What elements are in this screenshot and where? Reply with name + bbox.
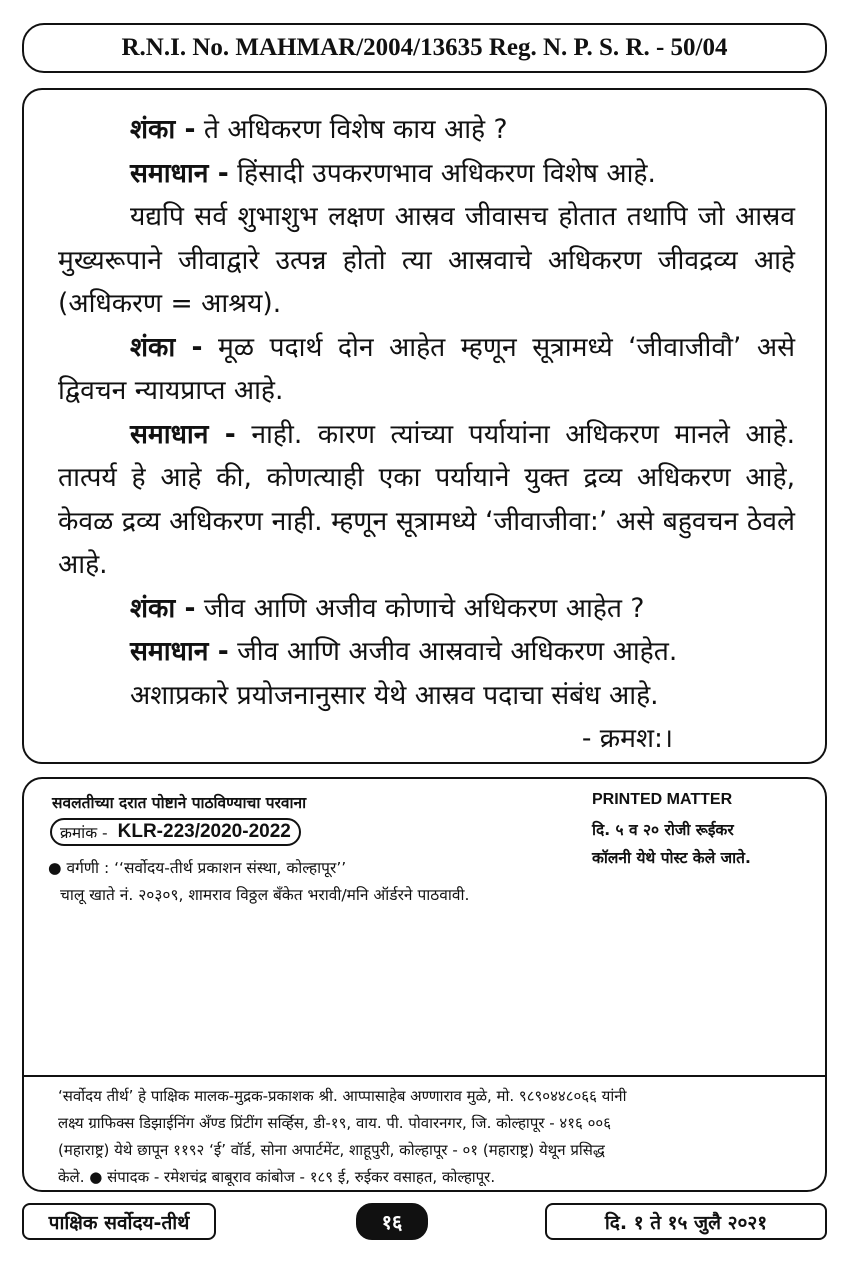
question-label: शंका - xyxy=(130,592,196,624)
page-number-badge xyxy=(356,1203,428,1240)
question-text: मूळ पदार्थ दोन आहेत म्हणून सूत्रामध्ये ‘जीवाजीवौ’ असे द्विवचन न्यायप्राप्त आहे. xyxy=(58,331,795,406)
closing-line: अशाप्रकारे प्रयोजनानुसार येथे आस्रव पदाचा संबंध आहे. xyxy=(130,679,659,711)
continued-mark: - क्रमश:। xyxy=(581,723,673,754)
answer-text: जीव आणि अजीव आस्रवाचे अधिकरण आहेत. xyxy=(228,636,678,667)
postal-box xyxy=(22,777,827,1075)
rni-text: R.N.I. No. MAHMAR/2004/13635 Reg. N. P. S. R. - 50/04 xyxy=(121,34,728,61)
posting-info-line-2: कॉलनी येथे पोस्ट केले जाते. xyxy=(592,849,751,867)
question-text: जीव आणि अजीव कोणाचे अधिकरण आहेत ? xyxy=(195,592,645,624)
question-text: ते अधिकरण विशेष काय आहे ? xyxy=(195,114,508,145)
answer-label: समाधान - xyxy=(130,157,229,189)
paragraph-1: यद्यपि सर्व शुभाशुभ लक्षण आस्रव जीवासच होतात तथापि जो आस्रव मुख्यरूपाने जीवाद्वारे उत्पन्न होतो त्या आस्रवाचे अधिकरण जीवद्रव्य आहे (अधिकरण = आश्रय). xyxy=(58,201,795,319)
publisher-line-1: ‘सर्वोदय तीर्थ’ हे पाक्षिक मालक-मुद्रक-प्रकाशक श्री. आप्पासाहेब अण्णाराव मुळे, मो. ९८९०४४८०६६ यांनी xyxy=(58,1087,627,1105)
subscription-line: ● वर्गणी : ‘‘सर्वोदय-तीर्थ प्रकाशन संस्था, कोल्हापूर’’ xyxy=(48,859,347,877)
question-3 xyxy=(58,587,795,631)
license-number: KLR-223/2020-2022 xyxy=(117,821,291,842)
account-line: चालू खाते नं. २०३०९, शामराव विठ्ठल बँकेत भरावी/मनि ऑर्डरने पाठवावी. xyxy=(60,886,470,904)
license-label: क्रमांक - xyxy=(60,824,108,842)
answer-label: समाधान - xyxy=(130,636,229,667)
publication-name-text: पाक्षिक सर्वोदय-तीर्थ xyxy=(48,1211,190,1234)
publisher-info xyxy=(58,1083,798,1191)
answer-2 xyxy=(58,413,795,587)
question-1 xyxy=(58,108,795,152)
posting-info-line-1: दि. ५ व २० रोजी रूईकर xyxy=(592,821,734,839)
license-title: सवलतीच्या दरात पोष्टाने पाठविण्याचा परवाना xyxy=(52,794,307,812)
publisher-line-2: लक्ष्य ग्राफिक्स डिझाईनिंग अँण्ड प्रिंटींग सर्व्हिस, डी-१९, वाय. पी. पोवारनगर, जि. कोल्हापूर - ४१६ ००६ xyxy=(58,1114,611,1132)
printed-matter-label: PRINTED MATTER xyxy=(592,791,733,808)
question-2 xyxy=(58,326,795,413)
publisher-line-3: (महाराष्ट्र) येथे छापून ११९२ ‘ई’ वॉर्ड, सोना अपार्टमेंट, शाहूपुरी, कोल्हापूर - ०१ (महाराष्ट्र) येथून प्रसिद्ध xyxy=(58,1141,605,1159)
question-label: शंका - xyxy=(130,114,196,145)
publisher-box xyxy=(22,1075,827,1192)
page-number: १६ xyxy=(381,1210,403,1234)
article-body xyxy=(58,108,795,761)
article-box xyxy=(22,88,827,764)
answer-1 xyxy=(58,152,795,196)
answer-label: समाधान - xyxy=(130,418,236,450)
answer-text: हिंसादी उपकरणभाव अधिकरण विशेष आहे. xyxy=(228,157,656,189)
license-number-badge xyxy=(50,818,301,846)
answer-text: नाही. कारण त्यांच्या पर्यायांना अधिकरण मानले आहे. तात्पर्य हे आहे की, कोणत्याही एका पर्यायाने युक्त द्रव्य अधिकरण आहे, केवळ द्रव्य अधिकरण नाही. म्हणून सूत्रामध्ये ‘जीवाजीवा:’ असे बहुवचन ठेवले आहे. xyxy=(58,418,795,580)
rni-header xyxy=(22,23,827,73)
publisher-line-4: केले. ● संपादक - रमेशचंद्र बाबूराव कांबोज - १८९ ई, रुईकर वसाहत, कोल्हापूर. xyxy=(58,1168,496,1186)
question-label: शंका - xyxy=(130,331,203,363)
publication-name xyxy=(22,1203,216,1240)
answer-3 xyxy=(58,630,795,674)
issue-date-text: दि. १ ते १५ जुलै २०२१ xyxy=(604,1211,768,1234)
issue-date xyxy=(545,1203,827,1240)
